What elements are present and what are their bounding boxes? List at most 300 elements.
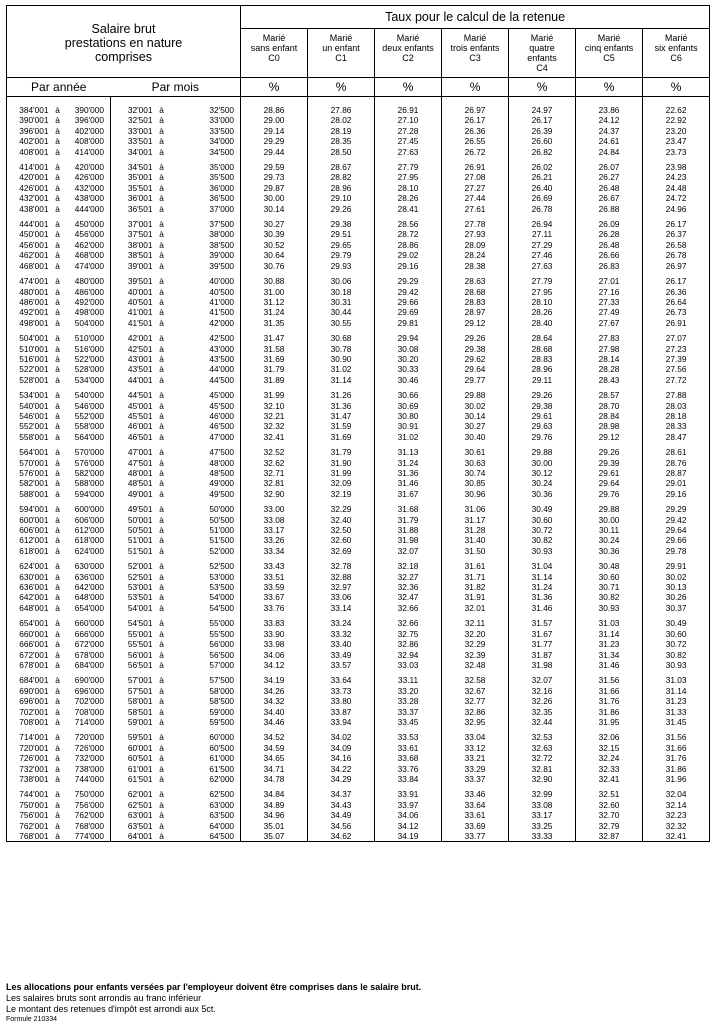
- table-row: [7, 660, 710, 670]
- year-sep: à: [55, 561, 60, 572]
- rate-c1: 30.18: [308, 287, 375, 297]
- month-sep: à: [159, 799, 164, 810]
- tax-rate-document: [6, 5, 707, 842]
- year-from: 708'001: [7, 717, 51, 727]
- month-from: 62'001: [111, 789, 155, 799]
- rate-c5: 31.56: [576, 675, 643, 685]
- rate-c5: 32.60: [576, 800, 643, 810]
- year-from: 432'001: [7, 193, 51, 203]
- month-sep: à: [159, 571, 164, 582]
- month-sep: à: [159, 229, 164, 240]
- rate-c2: 27.10: [375, 115, 442, 125]
- month-sep: à: [159, 763, 164, 774]
- year-from: 420'001: [7, 172, 51, 182]
- rate-c3: 33.04: [442, 732, 509, 742]
- rate-c2: 31.88: [375, 525, 442, 535]
- year-from: 738'001: [7, 774, 51, 784]
- month-from: 54'501: [111, 618, 155, 628]
- rate-c3: 30.14: [442, 411, 509, 421]
- rate-c5: 32.41: [576, 774, 643, 784]
- rate-c2: 31.79: [375, 515, 442, 525]
- table-row: [7, 831, 710, 842]
- month-to: 60'000: [169, 732, 241, 742]
- month-sep: à: [159, 125, 164, 136]
- rounding-note-tax: Le montant des retenues d'impôt est arrondi aux 5ct.: [6, 1004, 216, 1014]
- rate-c3: 28.97: [442, 307, 509, 317]
- month-from: 50'501: [111, 525, 155, 535]
- rate-c0: 31.12: [241, 297, 308, 307]
- year-sep: à: [55, 716, 60, 727]
- rate-c3: 28.38: [442, 261, 509, 271]
- month-sep: à: [159, 353, 164, 364]
- month-from: 63'001: [111, 810, 155, 820]
- year-sep: à: [55, 162, 60, 173]
- rate-c1: 34.22: [308, 764, 375, 774]
- rate-c1: 31.99: [308, 468, 375, 478]
- table-row: [7, 432, 710, 442]
- rate-c6: 22.62: [643, 105, 710, 115]
- table-row: [7, 250, 710, 260]
- rate-c6: 32.41: [643, 831, 710, 842]
- year-to: 606'000: [74, 514, 104, 525]
- rate-c3: 28.83: [442, 297, 509, 307]
- rate-c1: 31.69: [308, 432, 375, 442]
- year-from: 630'001: [7, 572, 51, 582]
- month-from: 57'001: [111, 675, 155, 685]
- year-to: 558'000: [74, 421, 104, 432]
- year-from: 720'001: [7, 743, 51, 753]
- per-month-label: Par mois: [111, 78, 241, 97]
- rate-c4: 30.82: [509, 535, 576, 545]
- rate-c2: 33.28: [375, 696, 442, 706]
- rate-c1: 29.26: [308, 204, 375, 214]
- year-sep: à: [55, 229, 60, 240]
- month-to: 37'000: [169, 204, 241, 214]
- rate-c5: 28.84: [576, 411, 643, 421]
- month-to: 51'500: [169, 535, 241, 545]
- table-row: [7, 546, 710, 556]
- rate-c2: 33.45: [375, 717, 442, 727]
- month-sep: à: [155, 831, 169, 842]
- month-to: 49'000: [169, 478, 241, 488]
- rate-c3: 27.27: [442, 183, 509, 193]
- rate-c1: 29.93: [308, 261, 375, 271]
- rate-c2: 27.45: [375, 136, 442, 146]
- rate-c6: 31.14: [643, 686, 710, 696]
- month-from: 53'001: [111, 582, 155, 592]
- month-sep: à: [159, 105, 164, 115]
- month-to: 49'500: [169, 489, 241, 499]
- rate-c4: 29.11: [509, 375, 576, 385]
- table-row: [7, 447, 710, 457]
- rate-c2: 33.11: [375, 675, 442, 685]
- column-header-c6-line: six enfants: [654, 43, 698, 53]
- rate-c4: 26.78: [509, 204, 576, 214]
- rate-c3: 26.91: [442, 162, 509, 172]
- month-to: 43'000: [169, 344, 241, 354]
- rate-c4: 33.17: [509, 810, 576, 820]
- year-to: 600'000: [74, 504, 104, 515]
- rate-c1: 32.19: [308, 489, 375, 499]
- rate-c3: 32.39: [442, 650, 509, 660]
- rate-c3: 31.71: [442, 572, 509, 582]
- month-to: 45'000: [169, 390, 241, 400]
- rate-c0: 30.39: [241, 229, 308, 239]
- rate-c2: 29.81: [375, 318, 442, 328]
- rate-c2: 28.26: [375, 193, 442, 203]
- month-sep: à: [159, 136, 164, 147]
- form-number: Formule 210334: [6, 1016, 57, 1023]
- month-from: 61'501: [111, 774, 155, 784]
- month-sep: à: [159, 696, 164, 707]
- rate-c1: 32.40: [308, 515, 375, 525]
- percent-c6: %: [643, 78, 710, 97]
- month-to: 47'500: [169, 447, 241, 457]
- rate-c3: 33.77: [442, 831, 509, 842]
- rate-c2: 33.20: [375, 686, 442, 696]
- year-to: 684'000: [74, 659, 104, 670]
- month-from: 51'501: [111, 546, 155, 556]
- table-row: [7, 307, 710, 317]
- rate-c5: 31.86: [576, 707, 643, 717]
- table-row: [7, 582, 710, 592]
- rate-c0: 33.76: [241, 603, 308, 613]
- year-from: 696'001: [7, 696, 51, 706]
- rate-c2: 26.91: [375, 105, 442, 115]
- month-sep: à: [159, 146, 164, 157]
- year-to: 582'000: [74, 468, 104, 478]
- rate-c0: 31.79: [241, 364, 308, 374]
- rate-c2: 28.41: [375, 204, 442, 214]
- year-sep: à: [55, 810, 60, 821]
- rate-c6: 24.96: [643, 204, 710, 214]
- rate-c2: 31.67: [375, 489, 442, 499]
- rate-c3: 33.64: [442, 800, 509, 810]
- year-to: 588'000: [74, 478, 104, 489]
- rate-c4: 33.25: [509, 821, 576, 831]
- year-sep: à: [55, 447, 60, 458]
- year-sep: à: [55, 618, 60, 629]
- month-sep: à: [159, 193, 164, 204]
- rate-c6: 23.47: [643, 136, 710, 146]
- month-sep: à: [159, 820, 164, 831]
- rate-c4: 30.72: [509, 525, 576, 535]
- rate-c0: 29.73: [241, 172, 308, 182]
- year-to: 534'000: [74, 374, 104, 385]
- rate-c3: 33.29: [442, 764, 509, 774]
- percent-c5: %: [576, 78, 643, 97]
- rate-c0: 34.40: [241, 707, 308, 717]
- year-from: 516'001: [7, 354, 51, 364]
- month-from: 40'001: [111, 287, 155, 297]
- table-row: [7, 240, 710, 250]
- column-header-c3-line: trois enfants: [450, 43, 500, 53]
- month-sep: à: [159, 773, 164, 784]
- year-to: 552'000: [74, 410, 104, 421]
- year-sep: à: [55, 582, 60, 593]
- rate-c6: 29.78: [643, 546, 710, 556]
- rate-c1: 33.49: [308, 650, 375, 660]
- rate-c0: 34.59: [241, 743, 308, 753]
- rate-c1: 33.32: [308, 629, 375, 639]
- month-to: 46'000: [169, 411, 241, 421]
- rate-c2: 29.29: [375, 276, 442, 286]
- year-sep: à: [55, 571, 60, 582]
- year-sep: à: [55, 203, 60, 214]
- month-to: 39'000: [169, 250, 241, 260]
- rate-c6: 27.39: [643, 354, 710, 364]
- rate-c2: 33.53: [375, 732, 442, 742]
- month-from: 58'001: [111, 696, 155, 706]
- month-from: 38'501: [111, 250, 155, 260]
- rate-c6: 28.76: [643, 458, 710, 468]
- year-from: 648'001: [7, 603, 51, 613]
- rate-c0: 33.83: [241, 618, 308, 628]
- month-sep: à: [159, 488, 164, 499]
- rate-c3: 33.46: [442, 789, 509, 799]
- rate-c0: 29.00: [241, 115, 308, 125]
- table-row: [7, 421, 710, 431]
- rate-c2: 31.24: [375, 458, 442, 468]
- rate-c5: 26.66: [576, 250, 643, 260]
- rate-c3: 27.08: [442, 172, 509, 182]
- year-from: 768'001: [7, 831, 51, 842]
- table-row: [7, 535, 710, 545]
- month-sep: à: [159, 716, 164, 727]
- rate-c1: 31.36: [308, 401, 375, 411]
- column-header-c1-line: C1: [335, 53, 347, 63]
- year-from: 408'001: [7, 147, 51, 157]
- rate-c2: 31.02: [375, 432, 442, 442]
- month-to: 56'000: [169, 639, 241, 649]
- rate-c2: 30.08: [375, 344, 442, 354]
- year-sep: à: [55, 504, 60, 515]
- year-sep: à: [55, 105, 60, 115]
- month-from: 47'501: [111, 458, 155, 468]
- column-header-c0-line: sans enfant: [250, 43, 298, 53]
- rate-c2: 32.75: [375, 629, 442, 639]
- month-sep: à: [159, 525, 164, 536]
- month-from: 34'501: [111, 162, 155, 172]
- rate-c5: 32.87: [576, 831, 643, 842]
- year-to: 414'000: [74, 146, 104, 157]
- month-from: 34'001: [111, 147, 155, 157]
- rate-c6: 29.01: [643, 478, 710, 488]
- rate-c4: 30.49: [509, 504, 576, 514]
- rate-c3: 29.88: [442, 390, 509, 400]
- year-from: 534'001: [7, 390, 51, 400]
- rate-c3: 27.93: [442, 229, 509, 239]
- rate-c5: 28.43: [576, 375, 643, 385]
- year-to: 396'000: [74, 115, 104, 126]
- rate-c0: 34.78: [241, 774, 308, 784]
- rate-c0: 31.99: [241, 390, 308, 400]
- month-sep: à: [159, 115, 164, 126]
- column-header-c1-line: un enfant: [322, 43, 360, 53]
- year-to: 612'000: [74, 525, 104, 536]
- table-row: [7, 525, 710, 535]
- year-sep: à: [55, 296, 60, 307]
- rate-c4: 33.33: [509, 831, 576, 842]
- rate-c0: 34.06: [241, 650, 308, 660]
- month-to: 63'500: [169, 810, 241, 820]
- month-sep: à: [159, 457, 164, 468]
- month-to: 32'500: [169, 105, 241, 115]
- year-sep: à: [55, 649, 60, 660]
- rate-c0: 31.24: [241, 307, 308, 317]
- rate-c5: 32.33: [576, 764, 643, 774]
- month-sep: à: [159, 343, 164, 354]
- month-from: 61'001: [111, 764, 155, 774]
- rate-c0: 34.32: [241, 696, 308, 706]
- rate-c5: 31.66: [576, 686, 643, 696]
- rate-c0: 29.14: [241, 126, 308, 136]
- year-from: 426'001: [7, 183, 51, 193]
- year-sep: à: [55, 333, 60, 344]
- year-sep: à: [55, 478, 60, 489]
- rate-c1: 31.79: [308, 447, 375, 457]
- column-header-c2-line: Marié: [396, 33, 420, 43]
- table-row: [7, 603, 710, 613]
- rate-c1: 28.02: [308, 115, 375, 125]
- rate-c3: 29.77: [442, 375, 509, 385]
- rate-c0: 34.84: [241, 789, 308, 799]
- year-sep: à: [55, 545, 60, 556]
- rate-c5: 30.00: [576, 515, 643, 525]
- month-to: 48'500: [169, 468, 241, 478]
- gross-salary-title-line-2: prestations en nature: [64, 35, 183, 50]
- table-row: [7, 344, 710, 354]
- month-from: 41'501: [111, 318, 155, 328]
- rate-c2: 28.72: [375, 229, 442, 239]
- table-row: [7, 592, 710, 602]
- month-sep: à: [159, 659, 164, 670]
- rate-c6: 30.93: [643, 660, 710, 670]
- rate-c0: 34.12: [241, 660, 308, 670]
- rate-table-body: [7, 97, 710, 842]
- table-row: [7, 504, 710, 514]
- rate-c4: 26.40: [509, 183, 576, 193]
- rate-c4: 29.76: [509, 432, 576, 442]
- month-from: 59'001: [111, 717, 155, 727]
- rate-c0: 33.17: [241, 525, 308, 535]
- rate-c5: 26.48: [576, 183, 643, 193]
- rate-c4: 31.14: [509, 572, 576, 582]
- month-from: 46'501: [111, 432, 155, 442]
- month-from: 46'001: [111, 421, 155, 431]
- rate-c6: 26.17: [643, 219, 710, 229]
- rate-c0: 31.69: [241, 354, 308, 364]
- year-to: 456'000: [74, 229, 104, 240]
- rate-c3: 30.40: [442, 432, 509, 442]
- month-sep: à: [159, 400, 164, 411]
- rate-c5: 31.34: [576, 650, 643, 660]
- rate-c1: 31.14: [308, 375, 375, 385]
- year-from: 552'001: [7, 421, 51, 431]
- year-from: 414'001: [7, 162, 51, 172]
- year-sep: à: [55, 789, 60, 800]
- year-sep: à: [55, 592, 60, 603]
- year-sep: à: [55, 421, 60, 432]
- table-row: [7, 172, 710, 182]
- year-sep: à: [55, 706, 60, 717]
- rate-c6: 23.73: [643, 147, 710, 157]
- year-from: 546'001: [7, 411, 51, 421]
- table-row: [7, 515, 710, 525]
- year-from: 504'001: [7, 333, 51, 343]
- rate-c3: 30.27: [442, 421, 509, 431]
- rate-c2: 29.16: [375, 261, 442, 271]
- rate-c4: 28.64: [509, 333, 576, 343]
- year-to: 546'000: [74, 400, 104, 411]
- rate-c2: 27.28: [375, 126, 442, 136]
- rate-c6: 23.98: [643, 162, 710, 172]
- rate-c1: 33.40: [308, 639, 375, 649]
- year-from: 498'001: [7, 318, 51, 328]
- table-row: [7, 276, 710, 286]
- rate-c6: 27.23: [643, 344, 710, 354]
- rate-c6: 26.36: [643, 287, 710, 297]
- rate-c3: 30.96: [442, 489, 509, 499]
- year-sep: à: [55, 353, 60, 364]
- year-from: 660'001: [7, 629, 51, 639]
- month-sep: à: [159, 618, 164, 629]
- month-sep: à: [159, 535, 164, 546]
- month-sep: à: [159, 478, 164, 489]
- per-year-label: Par année: [7, 78, 111, 97]
- month-from: 49'501: [111, 504, 155, 514]
- month-to: 54'000: [169, 592, 241, 602]
- rate-c4: 31.24: [509, 582, 576, 592]
- percent-c0: %: [241, 78, 308, 97]
- rate-c4: 26.02: [509, 162, 576, 172]
- rate-c1: 28.35: [308, 136, 375, 146]
- table-row: [7, 354, 710, 364]
- table-row: [7, 401, 710, 411]
- rate-c0: 34.96: [241, 810, 308, 820]
- year-sep: à: [55, 514, 60, 525]
- month-sep: à: [159, 374, 164, 385]
- rate-c2: 31.68: [375, 504, 442, 514]
- year-to: 402'000: [74, 125, 104, 136]
- year-to: 702'000: [74, 696, 104, 707]
- rate-c0: 35.07: [241, 831, 308, 842]
- rate-c6: 31.76: [643, 753, 710, 763]
- rate-c5: 28.57: [576, 390, 643, 400]
- column-header-c4: [509, 29, 576, 78]
- table-row: [7, 204, 710, 214]
- rate-c5: 31.14: [576, 629, 643, 639]
- column-header-c0: [241, 29, 308, 78]
- rate-c6: 28.87: [643, 468, 710, 478]
- year-sep: à: [55, 307, 60, 318]
- rate-c2: 33.97: [375, 800, 442, 810]
- rate-c5: 32.24: [576, 753, 643, 763]
- rate-c1: 34.43: [308, 800, 375, 810]
- rate-c4: 27.63: [509, 261, 576, 271]
- month-from: 60'001: [111, 743, 155, 753]
- month-from: 36'501: [111, 204, 155, 214]
- year-from: 684'001: [7, 675, 51, 685]
- rate-c5: 27.33: [576, 297, 643, 307]
- rate-c1: 33.87: [308, 707, 375, 717]
- year-sep: à: [55, 639, 60, 650]
- year-sep: à: [55, 219, 60, 230]
- rate-c5: 30.11: [576, 525, 643, 535]
- rate-c2: 34.12: [375, 821, 442, 831]
- rate-c0: 32.90: [241, 489, 308, 499]
- month-sep: à: [159, 561, 164, 572]
